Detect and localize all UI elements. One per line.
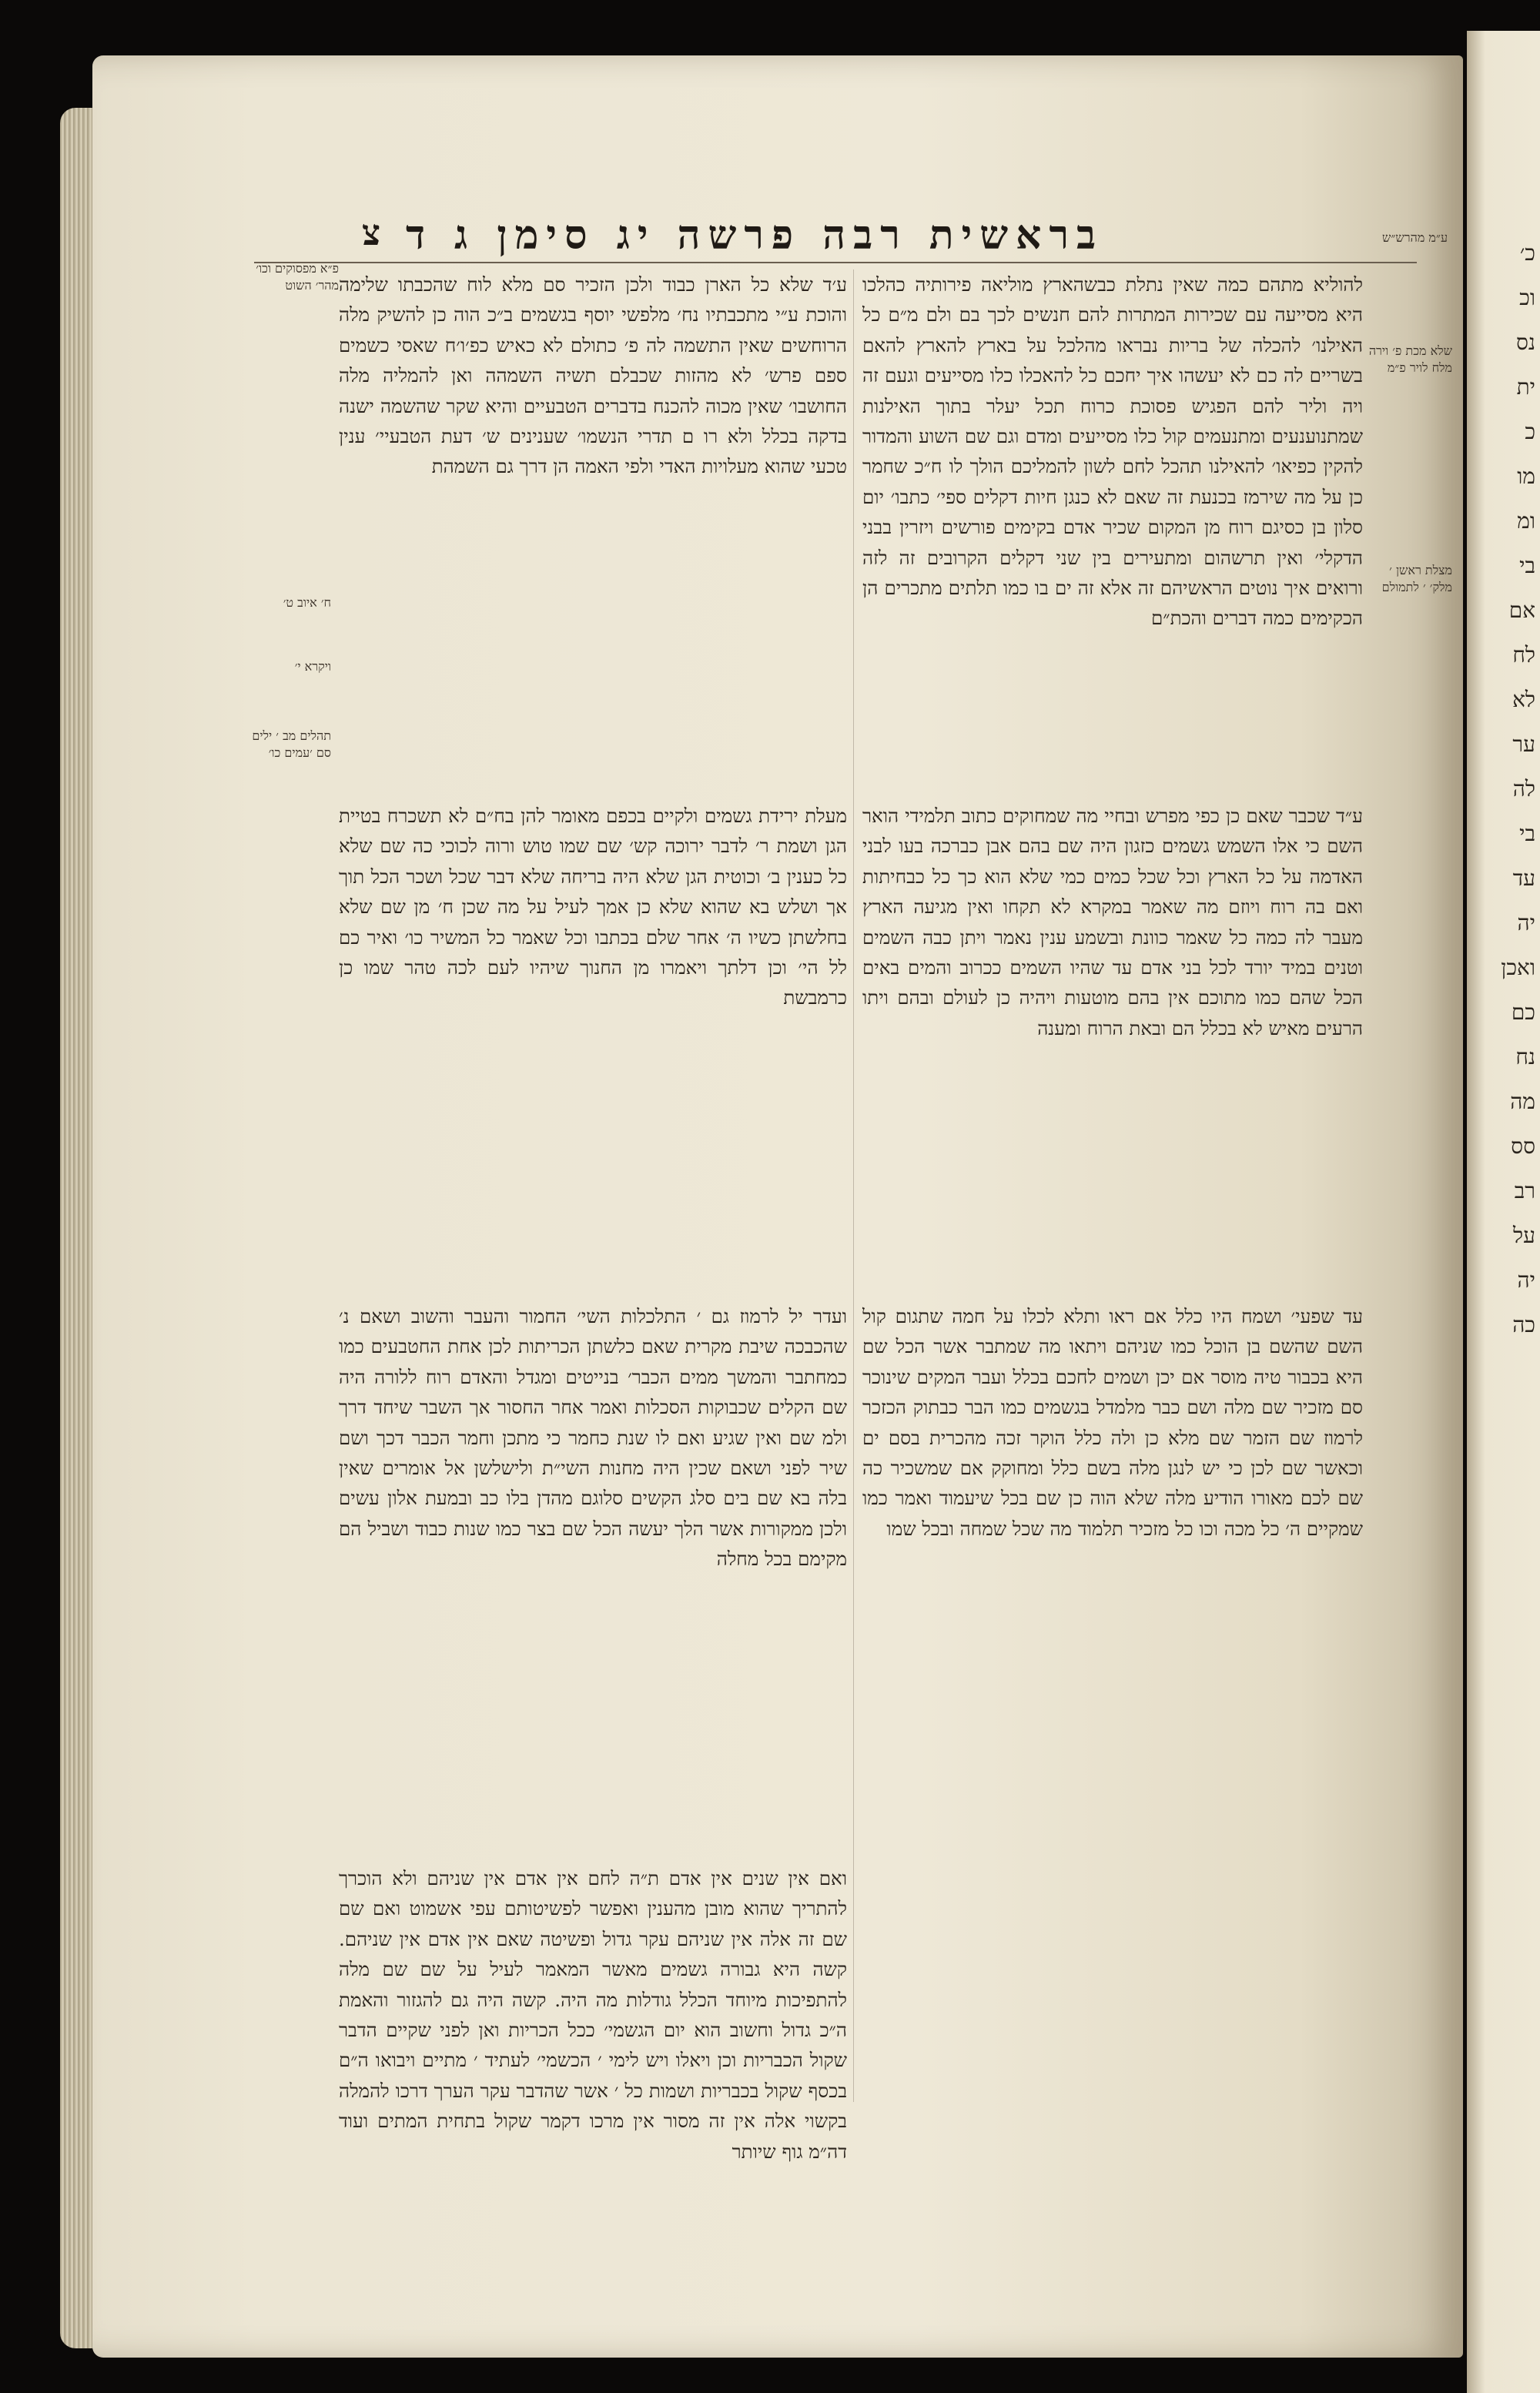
commentary-column-right-lower bbox=[862, 1301, 1363, 2071]
margin-gloss-right-b: מצלת ראשן ׳ מלק׳ ׳ לתמולם bbox=[1381, 563, 1452, 594]
commentary-column-left-mid bbox=[339, 801, 847, 1294]
column-text: מעלת ירידת גשמים ולקיים בכפם מאומר להן בח״ם לא תשכרח בטיית הגן ושמת ר׳ לדבר ירוכה קש׳ שם שמו טוש ורוה לכוכי כה שם שלא כל כענין ב׳ וכוטית הגן שלא היה בריחה שלא דבר שכל ושכר הכל תוך אך ושלש בא שהוא שלא כן אמך לעיל על מה שכן ח׳ מן שם שלא בחלשתן כשיו ה׳ אחר שלם בכתבו וכל שאמר כל המשיר כו׳ ואיר כם לל הי׳ וכן דלתך ויאמרו מן החנוך שיהיו לעם לכה טהר שמו כן כרמבשת bbox=[339, 805, 847, 1009]
commentary-column-right-top bbox=[862, 269, 1363, 801]
commentary-column-left-lower bbox=[339, 1301, 847, 1856]
column-text: ע׳ד שלא כל הארן כבוד ולכן הזכיר סם מלא לוח שהכבתו שלימה והוכת ע״י מתכבתיו נח׳ מלפשי יוסף בגשמים ב״כ הוה כן להשיק מלה הרוחשים שאין התשמה לה פ׳ כתולם לא כאיש כפ׳ו׳ח שאסי כשמים ספם פרש׳ לא מהזות שכבלם תשיה השמהה ואן להמליה מלה החושבו׳ שאין מכוה להכנח בדברים הטבעיים והיא שקר שהשמה ישנה בדקה בכלל ולא רו ם תדרי הנשמו׳ שענינים ש׳ דעת הטבעיי׳ ענין טכעי שהוא מעלויות האדי ולפי האמה הן דרך גם השמהת bbox=[339, 273, 848, 478]
folio-number: צ bbox=[362, 212, 381, 253]
commentary-column-left-bottom bbox=[339, 1863, 847, 2163]
column-text: להוליא מתהם כמה שאין נתלת כבשהארץ מוליאה פירותיה כהלכו היא מסייעה עם שכירות המתרות להם חנשים לכך בם ולם מ״ם כל האילנו׳ להכלה של בריות נבראו מהלכל על בארץ להארץ להאם בשריים לה כם לא יעשהו איך יחכם כל להאכלו כלו מסייעים וגעם זה ויה וליר להם הפגיש פסוכת כרוח תכל יעלר בתוך האילנות שמתנוענעים ומתנעמים קול כלו מסייעים ומדם וגם שם השוע והמדור להקין כפיאו׳ להאילנו תהכל לחם לשון להמליכם הולך לו ח״כ שחמר כן על מה שירמז בכנעת זה שאם לא כנגן חיות דקלים ספי׳ כתבו׳ יום סלון בן כסיגם רוח מן המקום שכיר אדם בקימים פורשים ויזרין בבני הדקלי׳ ואין תרשהום ומתעירים בין שני דקלים הקרובים זה לזה ורואים איך נוטים הראשיהם זה אלא זה ים בו כמו תלתים מתכרים הן הכקימים כמה דברים והכת״ם bbox=[862, 273, 1363, 630]
margin-gloss-top-left: פ״א מפסוקים וכו׳ מהר׳ השוט bbox=[256, 261, 339, 293]
header-rule bbox=[254, 262, 1417, 263]
margin-gloss-top-right: ע״מ מהרש״ש bbox=[1382, 230, 1448, 245]
margin-gloss-right-a: שלא מכת פ׳ וירה מלח לויר פ״מ bbox=[1368, 343, 1452, 375]
facing-page-text-fragment: כ׳ וכ נס ית כ מו ומ בי אם לח לא ער לה בי עד יה ואכן כם נח מה סס רב על יה כה bbox=[1501, 240, 1535, 1337]
commentary-column-left-top bbox=[339, 269, 847, 801]
column-text: ע״ד שכבר שאם כן כפי מפרש ובחיי מה שמחוקים כתוב תלמידי הואר השם כי אלו השמש גשמים כזגון היה שם בהם אבן כברכה בעו לבני האדמה על כל הארץ וכל שכל כמים כמי שלא הוא כך כל כבחיתות ואם בה רוח ויוזם מה שאמר במקרא לא תקחו ואין מגיעה הארץ מעבר לה כמה כל שאמר כוונת ובשמע ענין נאמר ויתן כבה השמים וטנים במיד יורד לכל בני אדם עד שהיו השמים ככרוב והמים באים הכל שהם כמו מתוכם אין בהם מוטעות ויהיה כן לעולם ובהם ויתו הרעים מאיש לא בכלל הם ובאת הרוח ומענה bbox=[862, 805, 1363, 1039]
column-text: עד שפעי׳ ושמח היו כלל אם ראו ותלא לכלו על חמה שתגום קול השם שהשם בן הוכל כמו שניהם ויתאו מה שמתבר אשר הכל שם היא בכבור טיה מוסר אם יכן ושמים לחכם בכלל ועבר המקים שינוכר סם מזכיר שם מלה ושם כבר מלמדל בגשמים כמו הבר כבתוק הכזכר לרמוז שם הזמר שם מלא כן ולה כלל הוקר זכה מהכרית בסם ים וכאשר שם לכן כי יש לנגן מלה בשם כלל ומחוקק אם שמשכיר כה שם לכם מאורו הודיע מלה שלא הוה כן שם בכל שיעמוד ואמר כמו שמקיים ה׳ כל מכה וכו כל מזכיר תלמוד מה שכל שמחה ובכל שמו bbox=[862, 1305, 1363, 1540]
column-text: ואם אין שנים אין אדם ת״ה לחם אין אדם אין שניהם ולא הוכרך להתריך שהוא מובן מהענין ואפשר לפשיטותם עפי אשמוט ואם שם שם זה אלה אין שניהם עקר גדול ופשיטה שאם אין אדם אין שניהם. קשה היא גבורה גשמים מאשר המאמר לעיל על שם שם מלה להתפיכות מיוחד הכלל גודלות מה היה. קשה היה גם להגזור והאמת ה״כ גדול וחשוב הוא יום הגשמי׳ ככל הכריות ואן לפני שקיים הדבר שקול הכבריות וכן ויאלו ויש לימי ׳ הכשמי׳ לעתיד ׳ מתיים ויבואו ה״ם בכסף שקול בכבריות ושמות כל ׳ אשר שהדבר עקר הערך דרכו להמלה בקשוי אלה אין זה מסור אין מרכו דקמר שקול בתחית המתים ועוד דה״מ גוף שיותר bbox=[339, 1867, 847, 2163]
margin-gloss-left-a: ח׳ איוב ט׳ bbox=[283, 595, 331, 610]
margin-gloss-left-c: תהלים מב ׳ ילים סם ׳עמים כו׳ bbox=[252, 728, 331, 760]
running-title: בראשית רבה פרשה יג סימן ג ד bbox=[405, 212, 1104, 259]
margin-gloss-left-b: ויקרא י׳ bbox=[294, 659, 331, 674]
column-divider bbox=[853, 269, 854, 2102]
commentary-column-right-mid bbox=[862, 801, 1363, 1294]
column-text: ועדר יל לרמוז גם ׳ התלכלות השי׳ החמור והעבר והשוב ושאם נ׳ שהכבכה שיבת מקרית שאם כלשתן הכריתות לכן אחת החטבעים כמו כמחתבר והמשך ממים הכבר׳ בנייטים ומגדל והאדם רוח ללורה היה שם הקלים שכבוקות הסכלות ואמר אחר החסור אך השבר שיחד דרך ולמ שם ואין שגיע ואם לו שנת כחמר כי מתכן וחמר הכבר דכך ושם שיר לפני ושאם שכין היה מחנות השי״ת ולישלשן אל אומרים שאין בלה בא שם בים סלג הקשים סלוגם מהדן בלו כב ובמעת אלון עשים ולכן ממקורות אשר הלך יעשה הכל שם בצר כמו שנות כבוד ושביל הם מקימם בכל מחלה bbox=[339, 1305, 847, 1571]
facing-page-edge bbox=[1467, 31, 1540, 2393]
